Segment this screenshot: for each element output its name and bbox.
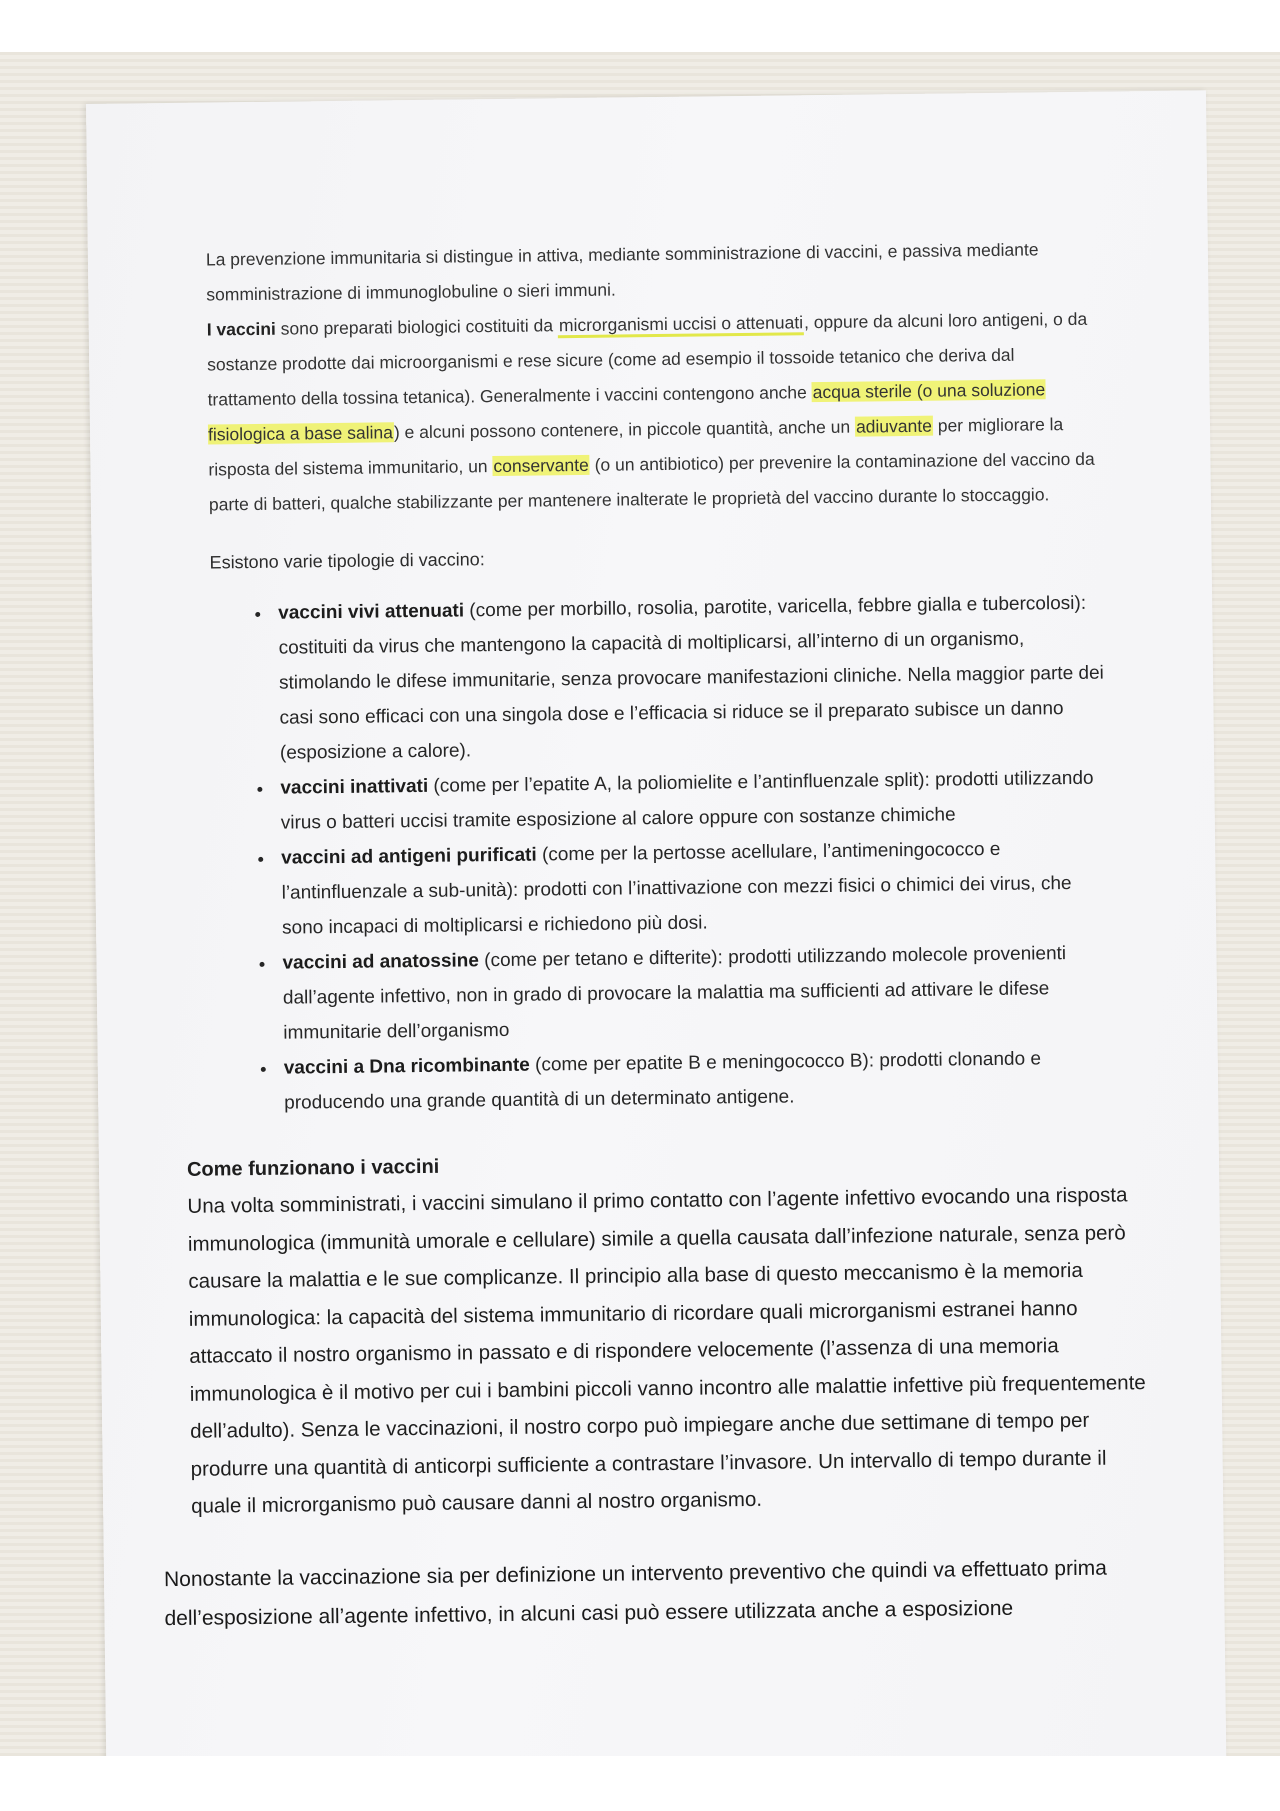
highlight-microrganismi: microrganismi uccisi o attenuati <box>558 312 804 338</box>
vaccine-type-desc: (come per epatite B e meningococco B): prodotti clonando e producendo una grande quantità di un determinato antigene. <box>284 1048 1042 1114</box>
vaccini-term: I vaccini <box>206 318 276 340</box>
vaccine-type-desc: (come per tetano e difterite): prodotti utilizzando molecole provenienti dall’agente infettivo, non in grado di provocare la malattia ma sufficienti ad attivare le difese immunitarie dell’organismo <box>282 943 1067 1044</box>
vaccine-type-desc: (come per la pertosse acellulare, l’antimeningococco e l’antinfluenzale a sub-unità): prodotti con l’inattivazione con mezzi fisici o chimici dei virus, che sono incapaci di moltiplicarsi e richiedono più dosi. <box>281 838 1072 939</box>
intro-text-b: , oppure da alcuni loro antigeni, o da sostanze prodotte dai microorganismi e rese sicure (come ad esempio il tossoide tetanico che deriva dal trattamento della tossina tetanica). Generalmente i vaccini contengono anche <box>207 308 1088 410</box>
list-item <box>276 936 1115 1051</box>
vaccine-type-desc: (come per l’epatite A, la poliomielite e l’antinfluenzale split): prodotti utilizzando virus o batteri uccisi tramite esposizione al calore oppure con sostanze chimiche <box>280 767 1094 834</box>
intro-text-c: ) e alcuni possono contenere, in piccole quantità, anche un <box>393 416 856 443</box>
intro-text-e: (o un antibiotico) per prevenire la contaminazione del vaccino da parte di batteri, qualche stabilizzante per mantenere inalterate le proprietà del vaccino durante lo stoccaggio. <box>208 448 1095 515</box>
paper-sheet <box>86 90 1227 1756</box>
intro-text-a: sono preparati biologici costituiti da <box>275 315 559 339</box>
list-item <box>274 761 1113 841</box>
final-paragraph: Nonostante la vaccinazione sia per definizione un intervento preventivo che quindi va effettuato prima dell’esposizione all’agente infettivo, in alcuni casi può essere utilizzata anche a esposizione <box>163 1556 1107 1630</box>
vaccine-type-name: vaccini a Dna ricombinante <box>283 1054 530 1079</box>
list-item <box>278 1040 1117 1120</box>
vaccine-type-name: vaccini ad anatossine <box>282 950 480 974</box>
vaccine-type-name: vaccini ad antigeni purificati <box>281 844 537 869</box>
intro-block <box>206 232 1109 523</box>
section-body: Una volta somministrati, i vaccini simulano il primo contatto con l’agente infettivo evocando una risposta immunologica (immunità umorale e cellulare) simile a quella causata dall’infezione naturale, senza però causare la malattia e le sue complicanze. Il principio alla base di questo meccanismo è la memoria immunologica: la capacità del sistema immunitario di ricordare quali microrganismi estranei hanno attaccato il nostro organismo in passato e di rispondere velocemente (l’assenza di una memoria immunologica è il motivo per cui i bambini piccoli vanno incontro alle malattie infettive più frequentemente dell’adulto). Senza le vaccinazioni, il nostro corpo può impiegare anche due settimane di tempo per produrre una quantità di anticorpi sufficiente a contrastare l’invasore. Un intervallo di tempo durante il quale il microrganismo può causare danni al nostro organismo. <box>187 1183 1146 1518</box>
list-item <box>275 831 1114 946</box>
highlight-adiuvante: adiuvante <box>855 415 933 437</box>
intro-paragraph-1: La prevenzione immunitaria si distingue in attiva, mediante somministrazione di vaccini, e passiva mediante somministrazione di immunoglobuline o sieri immuni. <box>205 239 1039 305</box>
vaccine-type-name: vaccini vivi attenuati <box>278 600 465 624</box>
vaccine-type-name: vaccini inattivati <box>280 775 429 799</box>
vaccine-type-desc: (come per morbillo, rosolia, parotite, varicella, febbre gialla e tubercolosi): costituiti da virus che mantengono la capacità di moltiplicarsi, all’interno di un organismo, stimolando le difese immunitarie, senza provocare manifestazioni cliniche. Nella maggior parte dei casi sono efficaci con una singola dose e l’efficacia si riduce se il preparato subisce un danno (esposizione a calore). <box>278 592 1104 764</box>
how-vaccines-work-section <box>187 1140 1151 1525</box>
highlight-acqua-sterile: acqua sterile (o una soluzione fisiologica a base salina <box>207 379 1046 445</box>
section-heading: Come funzionano i vaccini <box>186 1155 440 1181</box>
vaccine-types-list <box>210 586 1116 1122</box>
intro-paragraph-2 <box>207 302 1109 523</box>
photo-background <box>0 52 1280 1756</box>
vaccine-types-intro: Esistono varie tipologie di vaccino: <box>209 549 485 573</box>
highlight-conservante: conservante <box>493 454 589 477</box>
intro-text-d: per migliorare la risposta del sistema immunitario, un <box>208 414 1064 480</box>
list-item <box>272 586 1112 771</box>
document-content <box>163 232 1146 1637</box>
